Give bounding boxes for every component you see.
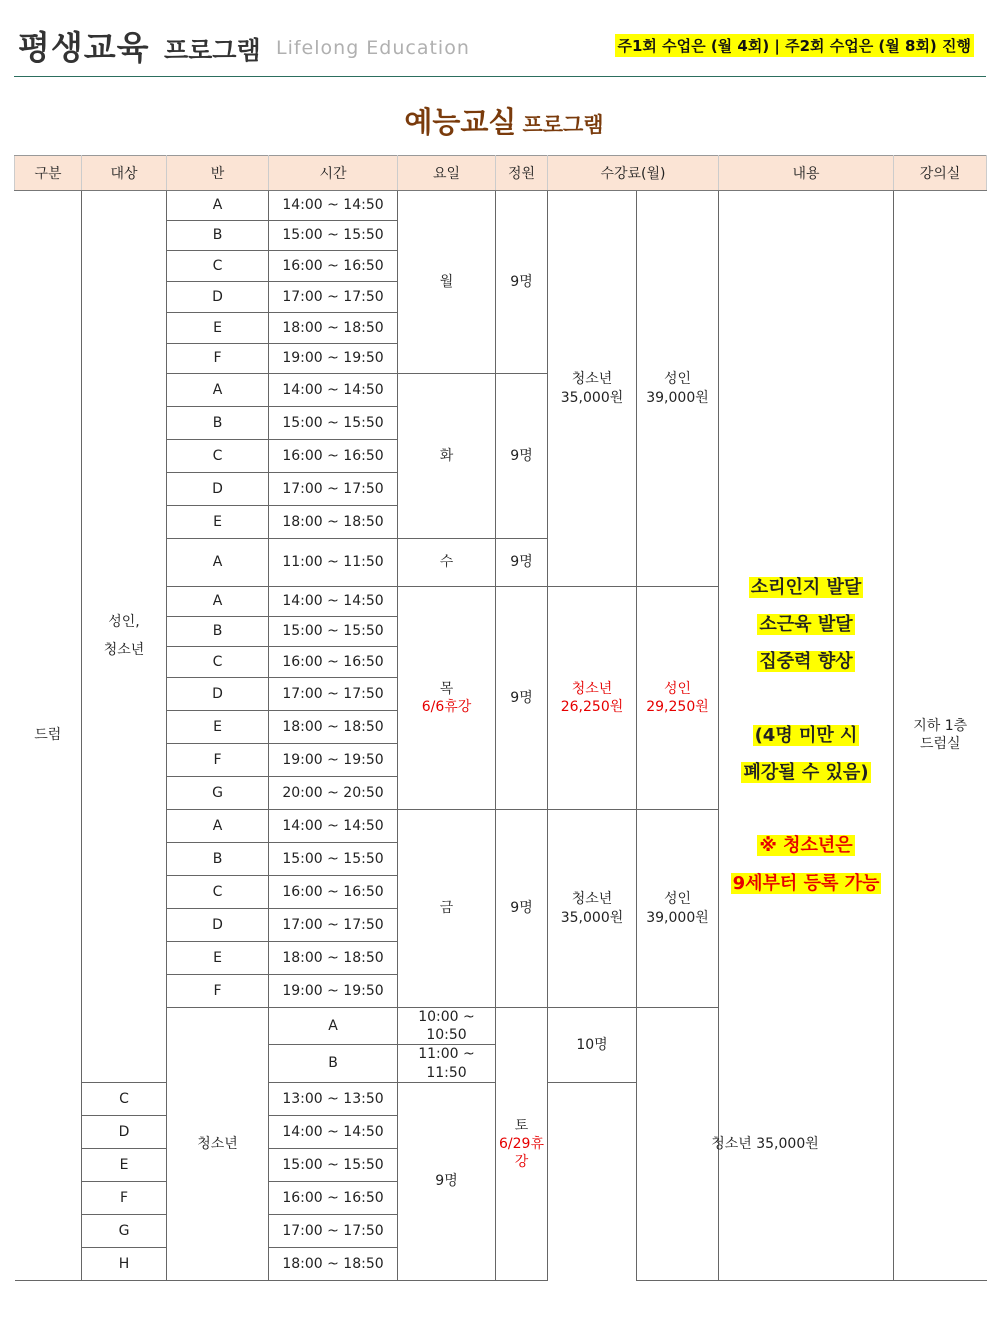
col-header-category: 구분 bbox=[15, 156, 82, 191]
day-cell: 월 bbox=[398, 191, 496, 374]
class-cell: D bbox=[167, 282, 269, 313]
content-line: (4명 미만 시 bbox=[754, 724, 858, 746]
content-notice-line: ※ 청소년은 bbox=[759, 835, 853, 857]
time-cell: 18:00 ~ 18:50 bbox=[269, 1247, 398, 1280]
class-cell: E bbox=[167, 711, 269, 744]
table-header-row bbox=[15, 156, 987, 191]
room-cell bbox=[894, 191, 987, 1281]
class-cell: B bbox=[167, 617, 269, 647]
room-line: 드럼실 bbox=[919, 736, 961, 753]
time-cell: 16:00 ~ 16:50 bbox=[269, 876, 398, 909]
time-cell: 19:00 ~ 19:50 bbox=[269, 744, 398, 777]
content-line: 소리인지 발달 bbox=[750, 576, 862, 598]
time-cell: 15:00 ~ 15:50 bbox=[269, 1148, 398, 1181]
time-cell: 17:00 ~ 17:50 bbox=[269, 473, 398, 506]
time-cell: 15:00 ~ 15:50 bbox=[269, 843, 398, 876]
time-cell: 17:00 ~ 17:50 bbox=[269, 1214, 398, 1247]
page-header bbox=[14, 22, 986, 77]
class-cell: F bbox=[167, 975, 269, 1008]
class-cell: F bbox=[167, 744, 269, 777]
target-line: 성인, bbox=[108, 614, 140, 631]
schedule-table bbox=[14, 155, 987, 1281]
capacity-cell: 9명 bbox=[398, 1082, 496, 1280]
class-cell: B bbox=[269, 1045, 398, 1082]
fee-saturday-cell: 청소년 35,000원 bbox=[637, 1008, 894, 1281]
class-cell: G bbox=[167, 777, 269, 810]
class-cell: E bbox=[167, 942, 269, 975]
col-header-target: 대상 bbox=[82, 156, 167, 191]
fee-price: 26,250원 bbox=[560, 699, 624, 715]
class-cell: A bbox=[167, 587, 269, 617]
target-line: 청소년 bbox=[103, 642, 145, 659]
time-cell: 18:00 ~ 18:50 bbox=[269, 711, 398, 744]
class-cell: D bbox=[167, 909, 269, 942]
time-cell: 16:00 ~ 16:50 bbox=[269, 1181, 398, 1214]
fee-price: 35,000원 bbox=[560, 909, 624, 926]
class-cell: E bbox=[167, 506, 269, 539]
fee-adult-cell bbox=[637, 587, 719, 810]
class-cell: C bbox=[167, 647, 269, 678]
target-youth-cell: 청소년 bbox=[167, 1008, 269, 1281]
fee-label: 청소년 bbox=[571, 891, 613, 908]
time-cell: 15:00 ~ 15:50 bbox=[269, 407, 398, 440]
col-header-class: 반 bbox=[167, 156, 269, 191]
class-cell: A bbox=[269, 1008, 398, 1045]
fee-youth-cell bbox=[548, 810, 637, 1008]
class-cell: H bbox=[82, 1247, 167, 1280]
target-adult-youth-cell bbox=[82, 191, 167, 1083]
col-header-time: 시간 bbox=[269, 156, 398, 191]
time-cell: 11:00 ~ 11:50 bbox=[398, 1045, 496, 1082]
time-cell: 18:00 ~ 18:50 bbox=[269, 942, 398, 975]
day-label: 목 bbox=[439, 680, 454, 697]
holiday-note: 6/29휴강 bbox=[499, 1135, 544, 1170]
time-cell: 16:00 ~ 16:50 bbox=[269, 251, 398, 282]
capacity-cell: 9명 bbox=[496, 587, 548, 810]
class-cell: D bbox=[167, 678, 269, 711]
class-cell: A bbox=[167, 191, 269, 221]
col-header-day: 요일 bbox=[398, 156, 496, 191]
fee-adult-cell bbox=[637, 191, 719, 587]
category-cell: 드럼 bbox=[15, 191, 82, 1281]
time-cell: 14:00 ~ 14:50 bbox=[269, 191, 398, 221]
content-line: 소근육 발달 bbox=[759, 613, 853, 635]
room-line: 지하 1층 bbox=[913, 718, 968, 735]
fee-adult-cell bbox=[637, 810, 719, 1008]
day-cell: 금 bbox=[398, 810, 496, 1008]
session-notice: 주1회 수업은 (월 4회) | 주2회 수업은 (월 8회) 진행 bbox=[615, 34, 975, 57]
time-cell: 18:00 ~ 18:50 bbox=[269, 313, 398, 344]
content-notice-line: 9세부터 등록 가능 bbox=[732, 872, 880, 894]
fee-label: 청소년 bbox=[571, 371, 613, 388]
time-cell: 19:00 ~ 19:50 bbox=[269, 975, 398, 1008]
time-cell: 10:00 ~ 10:50 bbox=[398, 1008, 496, 1045]
class-cell: A bbox=[167, 374, 269, 407]
fee-label: 성인 bbox=[663, 891, 692, 908]
time-cell: 14:00 ~ 14:50 bbox=[269, 810, 398, 843]
time-cell: 11:00 ~ 11:50 bbox=[269, 539, 398, 587]
holiday-note: 6/6휴강 bbox=[421, 699, 472, 715]
class-cell: F bbox=[82, 1181, 167, 1214]
time-cell: 18:00 ~ 18:50 bbox=[269, 506, 398, 539]
fee-youth-cell bbox=[548, 587, 637, 810]
time-cell: 14:00 ~ 14:50 bbox=[269, 587, 398, 617]
class-cell: C bbox=[82, 1082, 167, 1115]
logo-sub-text: 프로그램 bbox=[164, 36, 261, 65]
day-cell bbox=[398, 587, 496, 810]
class-cell: A bbox=[167, 539, 269, 587]
capacity-cell: 9명 bbox=[496, 191, 548, 374]
time-cell: 15:00 ~ 15:50 bbox=[269, 617, 398, 647]
time-cell: 15:00 ~ 15:50 bbox=[269, 221, 398, 251]
capacity-cell: 9명 bbox=[496, 810, 548, 1008]
class-cell: D bbox=[82, 1115, 167, 1148]
fee-price: 35,000원 bbox=[560, 389, 624, 406]
class-cell: C bbox=[167, 251, 269, 282]
class-cell: F bbox=[167, 344, 269, 374]
time-cell: 17:00 ~ 17:50 bbox=[269, 909, 398, 942]
time-cell: 17:00 ~ 17:50 bbox=[269, 678, 398, 711]
class-cell: B bbox=[167, 407, 269, 440]
class-cell: E bbox=[167, 313, 269, 344]
fee-price: 39,000원 bbox=[646, 909, 709, 926]
col-header-capacity: 정원 bbox=[496, 156, 548, 191]
logo-english-text: Lifelong Education bbox=[276, 37, 470, 59]
class-cell: C bbox=[167, 876, 269, 909]
table-row bbox=[15, 191, 987, 221]
time-cell: 14:00 ~ 14:50 bbox=[269, 1115, 398, 1148]
content-line: 집중력 향상 bbox=[759, 651, 853, 673]
time-cell: 20:00 ~ 20:50 bbox=[269, 777, 398, 810]
time-cell: 16:00 ~ 16:50 bbox=[269, 440, 398, 473]
fee-label: 성인 bbox=[663, 371, 692, 388]
col-header-fee: 수강료(월) bbox=[548, 156, 719, 191]
page-title-main: 예능교실 bbox=[404, 105, 517, 139]
class-cell: B bbox=[167, 221, 269, 251]
class-cell: B bbox=[167, 843, 269, 876]
day-label: 토 bbox=[514, 1117, 529, 1134]
class-cell: G bbox=[82, 1214, 167, 1247]
fee-label: 성인 bbox=[663, 680, 692, 697]
capacity-cell: 9명 bbox=[496, 374, 548, 539]
content-line: 폐강될 수 있음) bbox=[743, 762, 869, 784]
class-cell: A bbox=[167, 810, 269, 843]
day-cell: 화 bbox=[398, 374, 496, 539]
capacity-cell: 9명 bbox=[496, 539, 548, 587]
class-cell: D bbox=[167, 473, 269, 506]
day-cell: 수 bbox=[398, 539, 496, 587]
logo-main-text: 평생교육 bbox=[18, 28, 150, 67]
day-cell bbox=[496, 1008, 548, 1281]
time-cell: 14:00 ~ 14:50 bbox=[269, 374, 398, 407]
time-cell: 17:00 ~ 17:50 bbox=[269, 282, 398, 313]
page-title bbox=[0, 100, 1008, 141]
class-cell: C bbox=[167, 440, 269, 473]
time-cell: 16:00 ~ 16:50 bbox=[269, 647, 398, 678]
page-title-sub: 프로그램 bbox=[522, 113, 604, 137]
col-header-room: 강의실 bbox=[894, 156, 987, 191]
fee-label: 청소년 bbox=[571, 680, 613, 697]
time-cell: 13:00 ~ 13:50 bbox=[269, 1082, 398, 1115]
capacity-cell: 10명 bbox=[548, 1008, 637, 1083]
time-cell: 19:00 ~ 19:50 bbox=[269, 344, 398, 374]
class-cell: E bbox=[82, 1148, 167, 1181]
fee-price: 29,250원 bbox=[646, 699, 709, 715]
col-header-content: 내용 bbox=[719, 156, 894, 191]
fee-youth-cell bbox=[548, 191, 637, 587]
fee-price: 39,000원 bbox=[646, 389, 709, 406]
